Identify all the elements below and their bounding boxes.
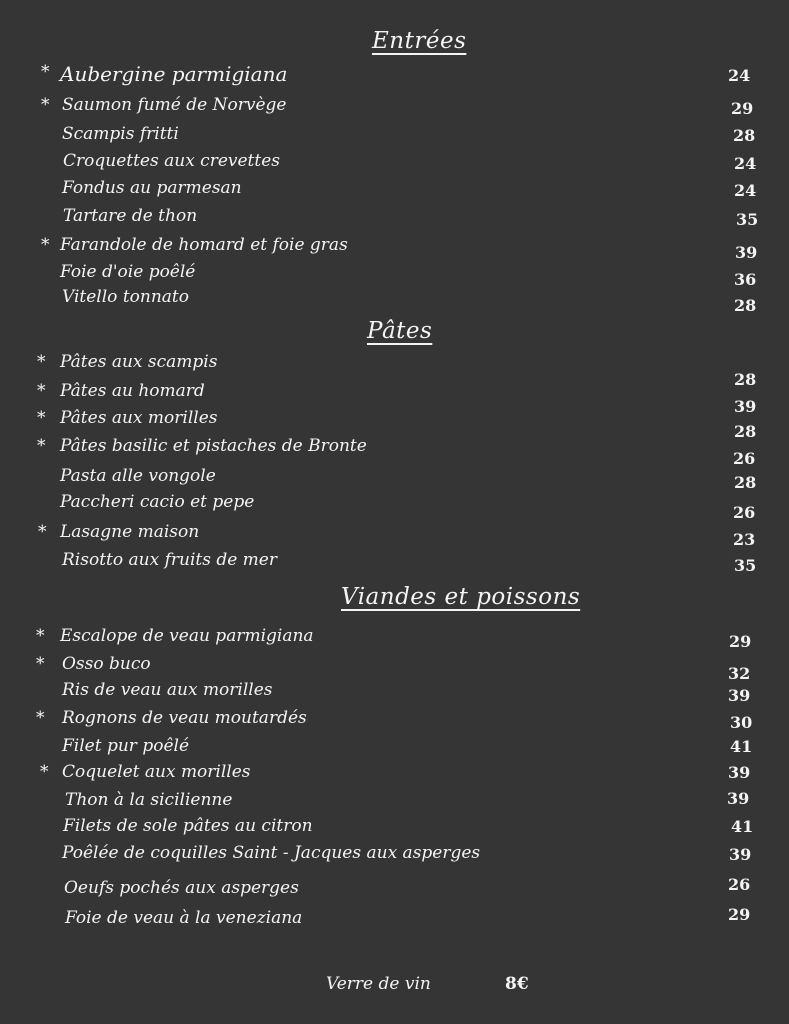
star-icon: * — [36, 708, 45, 728]
menu-item-price: 35 — [736, 210, 759, 229]
menu-item — [40, 762, 718, 788]
menu-item-name: Oeufs pochés aux asperges — [64, 878, 299, 898]
menu-item-price: 41 — [731, 817, 754, 836]
section-title: Viandes et poissons — [341, 584, 581, 610]
menu-item-name: Tartare de thon — [63, 206, 198, 226]
menu-item-name: Risotto aux fruits de mer — [62, 550, 277, 570]
menu-item — [62, 287, 724, 313]
menu-item-name: Pâtes aux scampis — [60, 352, 218, 372]
menu-item — [36, 626, 719, 652]
menu-item-price: 28 — [733, 126, 756, 145]
star-icon: * — [37, 436, 46, 456]
menu-item — [65, 908, 718, 934]
footer-price: 8€ — [505, 974, 529, 994]
menu-item-name: Filet pur poêlé — [62, 736, 190, 756]
menu-item-price: 39 — [728, 763, 751, 782]
menu-item — [62, 178, 724, 204]
menu-item-price: 29 — [729, 632, 752, 651]
menu-item — [60, 466, 724, 492]
menu-item — [65, 790, 717, 816]
star-icon: * — [41, 95, 50, 115]
menu-item-price: 23 — [733, 530, 756, 549]
menu-item — [41, 95, 721, 121]
section-title: Pâtes — [367, 318, 433, 344]
menu-item-name: Farandole de homard et foie gras — [60, 235, 348, 255]
menu-item-price: 39 — [728, 686, 751, 705]
menu-item-name: Foie de veau à la veneziana — [65, 908, 303, 928]
menu-item-price: 26 — [733, 503, 756, 522]
menu-item — [37, 352, 724, 378]
menu-item-name: Fondus au parmesan — [62, 178, 242, 198]
menu-item-price: 39 — [734, 397, 757, 416]
menu-item-price: 32 — [728, 664, 751, 683]
menu-item-name: Aubergine parmigiana — [60, 62, 288, 86]
menu-item-name: Pâtes aux morilles — [60, 408, 218, 428]
menu-item-name: Coquelet aux morilles — [62, 762, 251, 782]
menu-item — [62, 680, 718, 706]
menu-item-name: Scampis fritti — [62, 124, 179, 144]
menu-item — [41, 62, 718, 88]
menu-item-price: 39 — [735, 243, 758, 262]
star-icon: * — [41, 62, 50, 82]
menu-item-price: 26 — [733, 449, 756, 468]
star-icon: * — [36, 654, 45, 674]
menu-item-name: Pâtes au homard — [60, 381, 205, 401]
star-icon: * — [36, 626, 45, 646]
menu-item-name: Lasagne maison — [60, 522, 200, 542]
menu-item-name: Filets de sole pâtes au citron — [63, 816, 313, 836]
menu-item — [36, 654, 718, 680]
menu-item — [62, 124, 723, 150]
menu-item-name: Saumon fumé de Norvège — [62, 95, 287, 115]
menu-item-price: 24 — [728, 66, 751, 85]
menu-item-price: 36 — [734, 270, 757, 289]
menu-item — [62, 843, 719, 869]
menu-item-price: 24 — [734, 181, 757, 200]
menu-item — [60, 492, 723, 518]
menu-item — [37, 408, 724, 434]
star-icon: * — [38, 522, 47, 542]
menu-item-name: Escalope de veau parmigiana — [60, 626, 314, 646]
menu-item — [62, 736, 720, 762]
menu-item-name: Paccheri cacio et pepe — [60, 492, 255, 512]
star-icon: * — [40, 762, 49, 782]
footer-label: Verre de vin — [326, 974, 431, 994]
menu-item-price: 29 — [728, 905, 751, 924]
menu-item-price: 39 — [729, 845, 752, 864]
menu-item-price: 39 — [727, 789, 750, 808]
menu-item-name: Thon à la sicilienne — [65, 790, 233, 810]
star-icon: * — [37, 408, 46, 428]
menu-item-price: 24 — [734, 154, 757, 173]
menu-item-name: Osso buco — [62, 654, 151, 674]
menu-item — [41, 235, 725, 261]
menu-item — [36, 708, 720, 734]
menu-item — [64, 878, 718, 904]
menu-item-name: Pasta alle vongole — [60, 466, 216, 486]
menu-item — [63, 206, 726, 232]
menu-item-name: Foie d'oie poêlé — [60, 262, 196, 282]
menu-item-price: 28 — [734, 296, 757, 315]
menu-item — [60, 262, 724, 288]
menu-item-name: Rognons de veau moutardés — [62, 708, 307, 728]
menu-item-name: Ris de veau aux morilles — [62, 680, 273, 700]
star-icon: * — [37, 352, 46, 372]
section-title: Entrées — [372, 28, 467, 54]
menu-item-name: Poêlée de coquilles Saint - Jacques aux asperges — [62, 843, 481, 863]
menu-item — [37, 436, 723, 462]
menu-item-price: 35 — [734, 556, 757, 575]
menu-item — [63, 816, 721, 842]
menu-item-price: 28 — [734, 473, 757, 492]
menu-item-name: Vitello tonnato — [62, 287, 189, 307]
menu-item-price: 28 — [734, 370, 757, 389]
menu-item — [38, 522, 723, 548]
menu-item-name: Pâtes basilic et pistaches de Bronte — [60, 436, 367, 456]
menu-item-price: 41 — [730, 737, 753, 756]
menu-item-name: Croquettes aux crevettes — [63, 151, 281, 171]
menu-item — [37, 381, 724, 407]
star-icon: * — [41, 235, 50, 255]
menu-item-price: 26 — [728, 875, 751, 894]
menu-item — [63, 151, 724, 177]
menu-item — [62, 550, 724, 576]
menu-item-price: 29 — [731, 99, 754, 118]
menu-item-price: 30 — [730, 713, 753, 732]
star-icon: * — [37, 381, 46, 401]
menu-item-price: 28 — [734, 422, 757, 441]
